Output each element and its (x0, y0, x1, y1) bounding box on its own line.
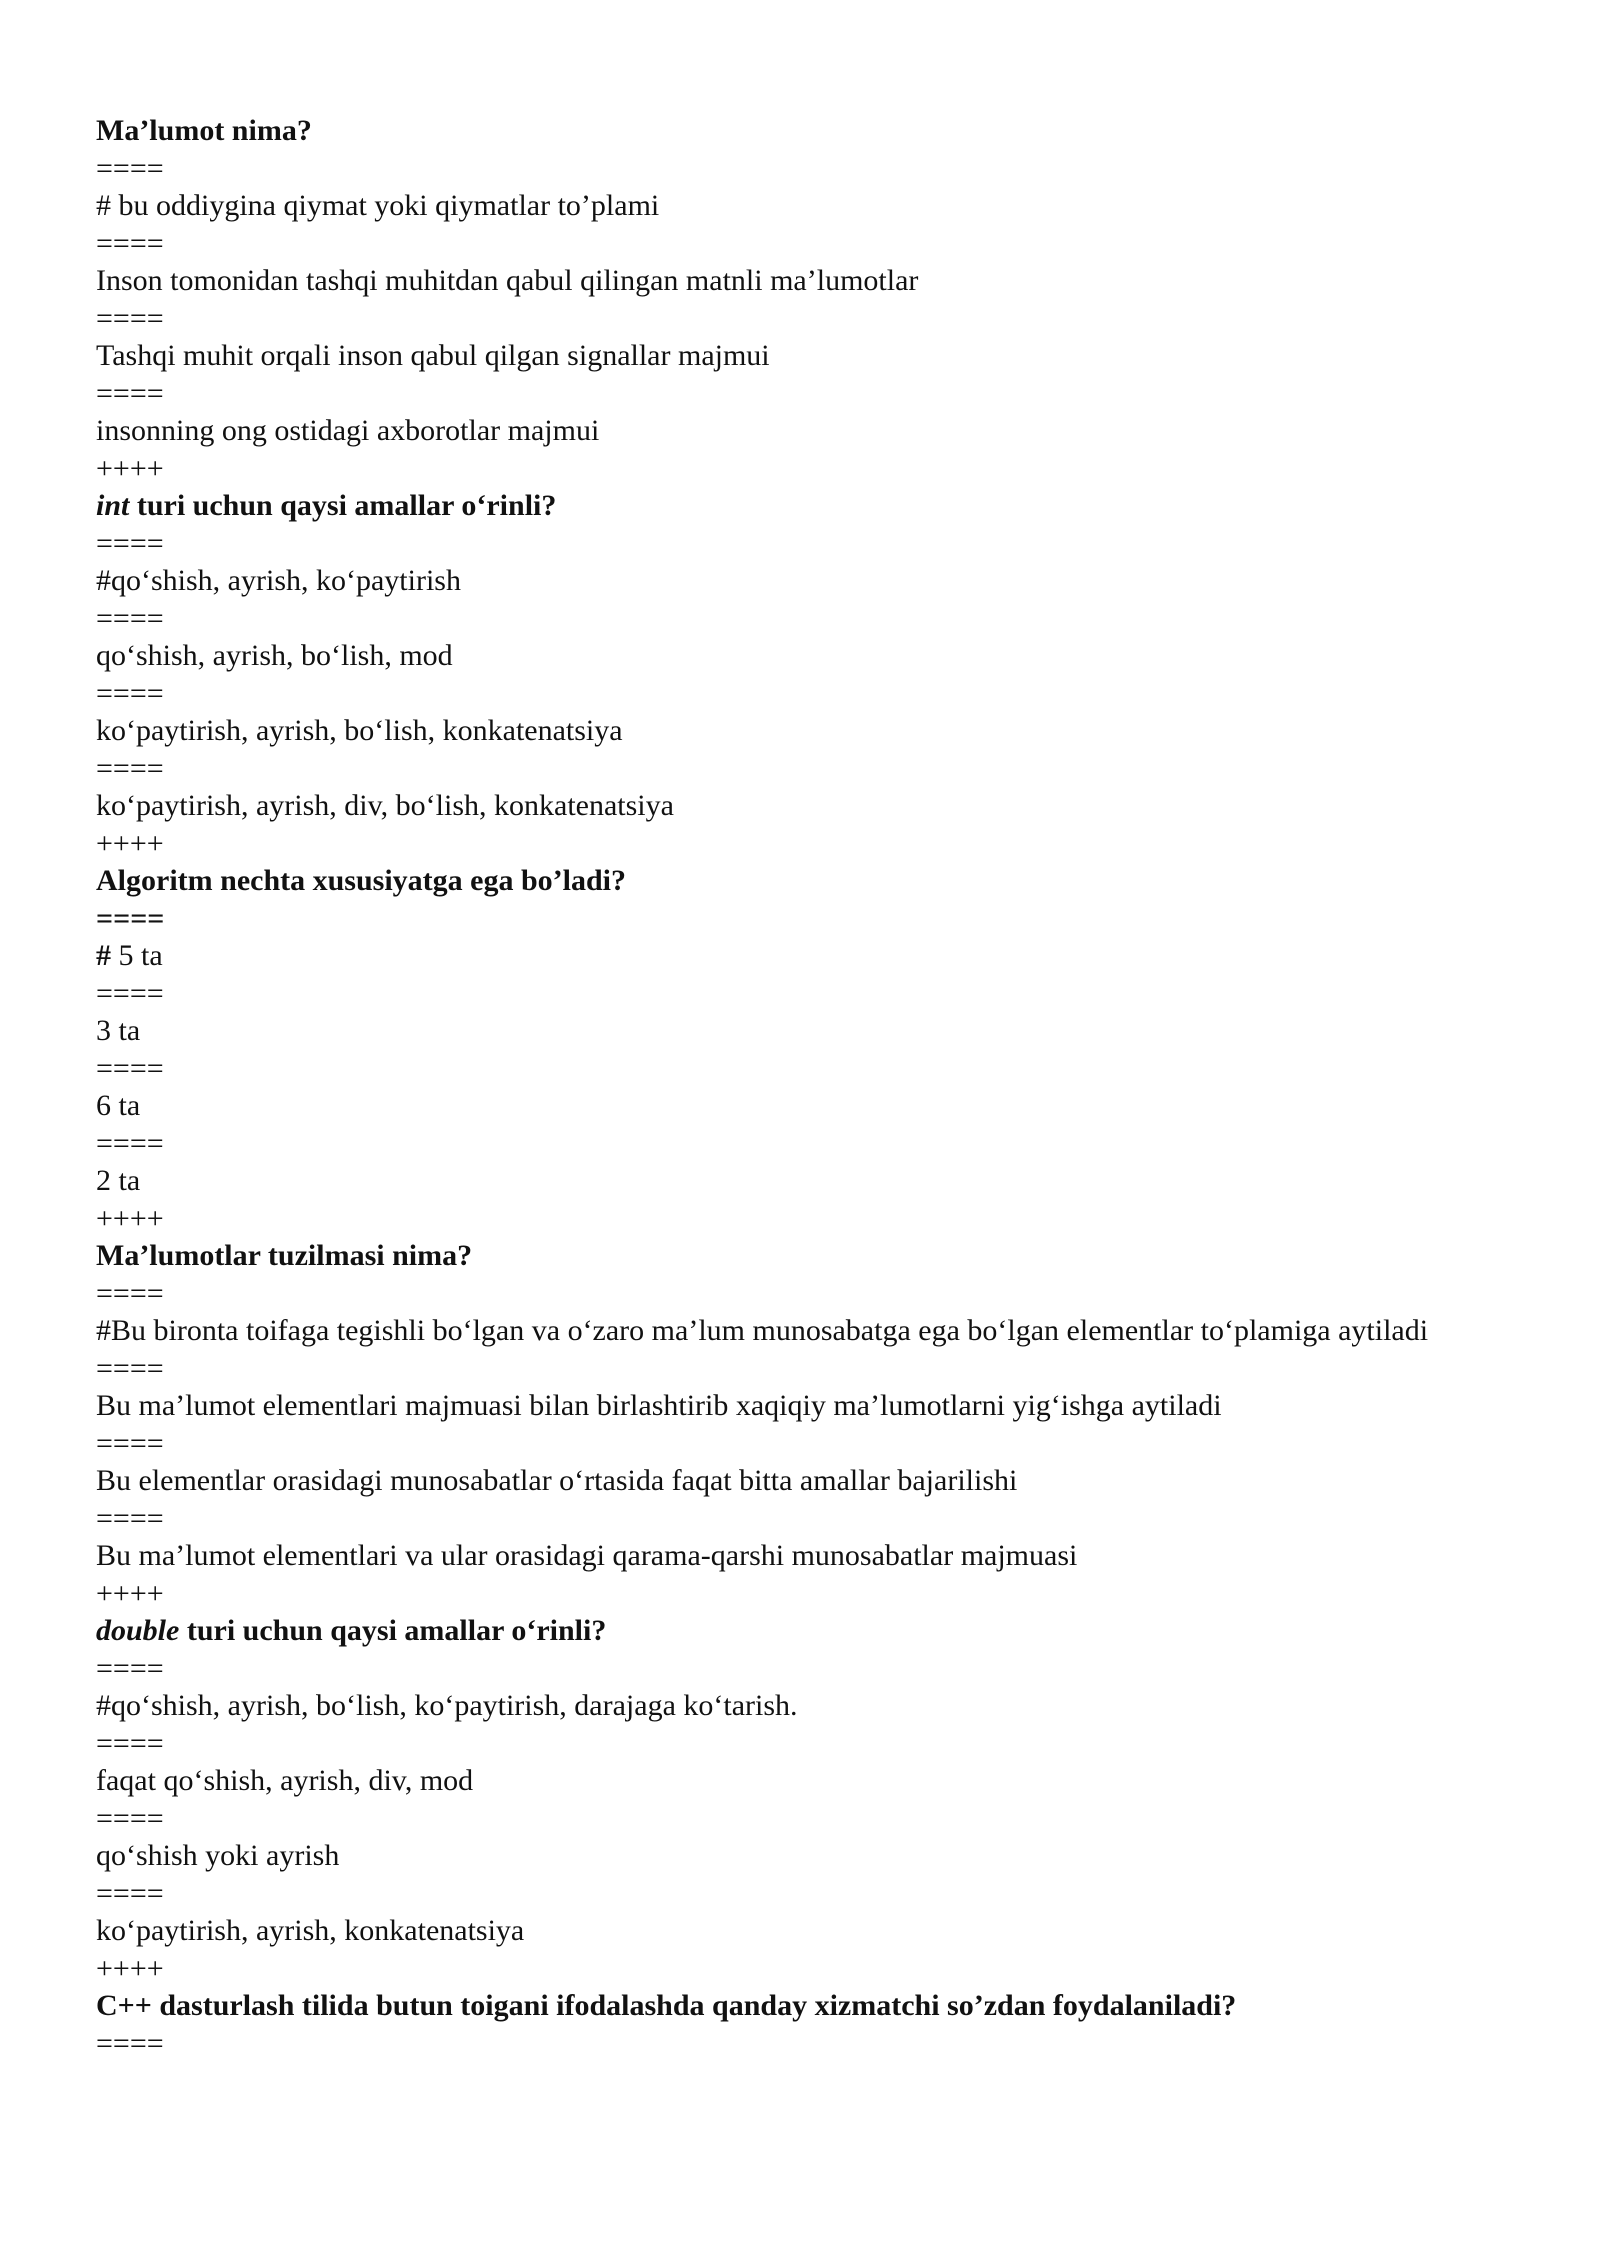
option-separator: ==== (96, 376, 164, 410)
answer-option: 6 ta (96, 1089, 141, 1122)
question-block (96, 862, 1516, 1237)
option-separator: ==== (96, 676, 164, 710)
question-title: C++ dasturlash tilida butun toigani ifodalashda qanday xizmatchi so’zdan foydalaniladi? (96, 1989, 1237, 2022)
question-separator: ++++ (96, 1576, 164, 1610)
option-separator: ==== (96, 226, 164, 260)
question-title-italic: double (96, 1614, 180, 1647)
option-separator: ==== (96, 976, 164, 1010)
option-separator: ==== (96, 1276, 164, 1310)
answer-option: 3 ta (96, 1014, 141, 1047)
option-separator: ==== (96, 151, 164, 185)
option-separator: ==== (96, 1801, 164, 1835)
answer-option: #qo‘shish, ayrish, ko‘paytirish (96, 564, 461, 597)
question-block (96, 1987, 1516, 2062)
question-title-italic: int (96, 489, 130, 522)
question-separator: ++++ (96, 826, 164, 860)
option-separator: ==== (96, 1876, 164, 1910)
option-separator: ==== (96, 526, 164, 560)
answer-option (96, 937, 1516, 975)
question-title-rest: turi uchun qaysi amallar o‘rinli? (129, 489, 557, 522)
question-title-rest: turi uchun qaysi amallar o‘rinli? (179, 1614, 607, 1647)
question-title (96, 1612, 1516, 1650)
question-separator: ++++ (96, 1201, 164, 1235)
answer-option: Bu ma’lumot elementlari majmuasi bilan birlashtirib xaqiqiy ma’lumotlarni yig‘ishga aytiladi (96, 1389, 1222, 1422)
option-separator: ==== (96, 1726, 164, 1760)
question-title: Algoritm nechta xususiyatga ega bo’ladi? (96, 864, 627, 897)
answer-option: #qo‘shish, ayrish, bo‘lish, ko‘paytirish, darajaga ko‘tarish. (96, 1689, 798, 1722)
option-separator: ==== (96, 301, 164, 335)
answer-option: Inson tomonidan tashqi muhitdan qabul qilingan matnli ma’lumotlar (96, 264, 919, 297)
answer-option: ko‘paytirish, ayrish, div, bo‘lish, konkatenatsiya (96, 789, 674, 822)
question-block (96, 1237, 1516, 1612)
answer-option: 2 ta (96, 1164, 141, 1197)
option-separator: ==== (96, 1351, 164, 1385)
answer-option: Tashqi muhit orqali inson qabul qilgan signallar majmui (96, 339, 770, 372)
document-page (96, 112, 1516, 2062)
option-separator: ==== (96, 1651, 164, 1685)
option-separator: ==== (96, 1126, 164, 1160)
answer-option: #Bu bironta toifaga tegishli bo‘lgan va o‘zaro ma’lum munosabatga ega bo‘lgan elementlar to‘plamiga aytiladi (96, 1314, 1429, 1347)
answer-option: qo‘shish yoki ayrish (96, 1839, 340, 1872)
question-title (96, 487, 1516, 525)
question-block (96, 112, 1516, 487)
answer-option: ko‘paytirish, ayrish, bo‘lish, konkatenatsiya (96, 714, 623, 747)
answer-option: insonning ong ostidagi axborotlar majmui (96, 414, 600, 447)
option-separator: ==== (96, 2026, 164, 2060)
answer-option: qo‘shish, ayrish, bo‘lish, mod (96, 639, 453, 672)
question-title: Ma’lumotlar tuzilmasi nima? (96, 1239, 473, 1272)
option-separator: ==== (96, 1051, 164, 1085)
option-separator: ==== (96, 901, 165, 935)
answer-option: # bu oddiygina qiymat yoki qiymatlar to’plami (96, 189, 660, 222)
option-separator: ==== (96, 1426, 164, 1460)
option-separator: ==== (96, 1501, 164, 1535)
option-separator: ==== (96, 751, 164, 785)
answer-option-text: 5 ta (111, 939, 163, 972)
question-block (96, 487, 1516, 862)
question-title: Ma’lumot nima? (96, 114, 312, 147)
answer-option: Bu elementlar orasidagi munosabatlar o‘rtasida faqat bitta amallar bajarilishi (96, 1464, 1018, 1497)
answer-option: faqat qo‘shish, ayrish, div, mod (96, 1764, 474, 1797)
correct-marker: # (96, 939, 111, 972)
answer-option: Bu ma’lumot elementlari va ular orasidagi qarama-qarshi munosabatlar majmuasi (96, 1539, 1078, 1572)
answer-option: ko‘paytirish, ayrish, konkatenatsiya (96, 1914, 525, 1947)
question-separator: ++++ (96, 451, 164, 485)
question-separator: ++++ (96, 1951, 164, 1985)
option-separator: ==== (96, 601, 164, 635)
question-block (96, 1612, 1516, 1987)
